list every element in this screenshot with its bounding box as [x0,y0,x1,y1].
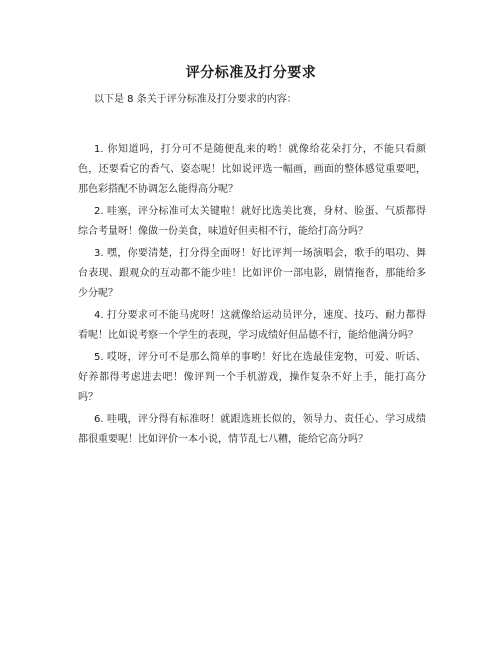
list-item: 2. 哇塞，评分标准可太关键啦！就好比选美比赛，身材、脸蛋、气质都得综合考量呀！像做一份美食，味道好但卖相不行，能给打高分吗？ [78,206,426,237]
list-item: 4. 打分要求可不能马虎呀！这就像给运动员评分，速度、技巧、耐力都得看呢！比如说考察一个学生的表现，学习成绩好但品德不行，能给他满分吗？ [78,310,426,341]
document-title: 评分标准及打分要求 [185,65,317,81]
criteria-list [78,140,426,452]
intro-paragraph: 以下是 8 条关于评分标准及打分要求的内容： [94,94,297,105]
list-item: 1. 你知道吗，打分可不是随便乱来的哟！就像给花朵打分，不能只看颜色，还要看它的香气、姿态呢！比如说评选一幅画，画面的整体感觉重要吧，那色彩搭配不协调怎么能得高分呢？ [78,144,426,195]
list-item: 6. 哇哦，评分得有标准呀！就跟选班长似的，领导力、责任心、学习成绩都很重要呢！比如评价一本小说，情节乱七八糟，能给它高分吗？ [78,414,426,445]
list-item: 3. 嘿，你要清楚，打分得全面呀！好比评判一场演唱会，歌手的唱功、舞台表现、跟观众的互动都不能少哇！比如评价一部电影，剧情拖沓，那能给多少分呢？ [78,248,426,299]
list-item: 5. 哎呀，评分可不是那么简单的事哟！好比在选最佳宠物，可爱、听话、好养都得考虑进去吧！像评判一个手机游戏，操作复杂不好上手，能打高分吗？ [78,352,426,403]
